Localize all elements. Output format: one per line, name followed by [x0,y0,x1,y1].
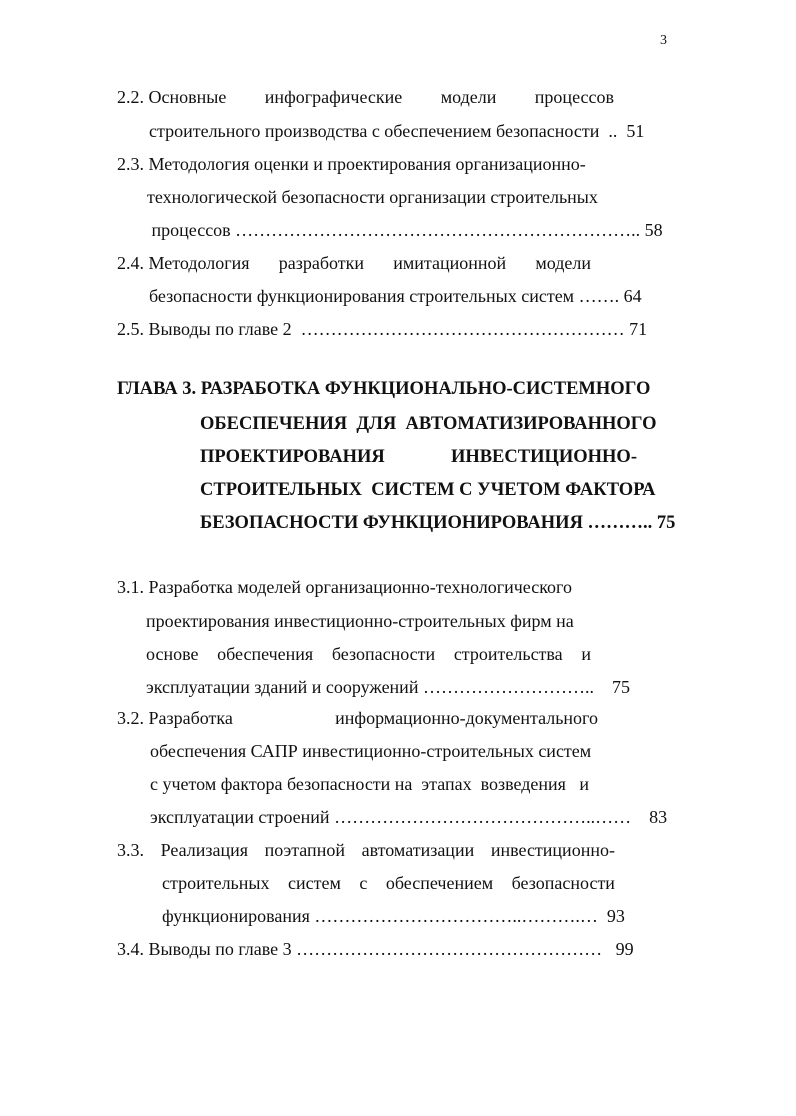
chapter-word: ПРОЕКТИРОВАНИЯ [200,447,385,467]
toc-word: информационно-документального [335,708,598,728]
toc-word: систем [288,873,341,893]
toc-entry-2-3-line-2: технологической безопасности организации строительных [147,187,598,207]
chapter-3-line-4: СТРОИТЕЛЬНЫХ СИСТЕМ С УЧЕТОМ ФАКТОРА [200,480,656,500]
toc-entry-3-2-line-1 [117,707,598,729]
toc-entry-3-2-line-2: обеспечения САПР инвестиционно-строительных систем [150,741,592,761]
toc-word: 3.2. Разработка [117,708,233,728]
toc-word: безопасности [331,644,436,664]
toc-word: поэтапной [264,840,345,860]
toc-word: строительства [453,644,563,664]
toc-word: процессов [534,87,614,107]
toc-entry-3-4-line-1: 3.4. Выводы по главе 3 …………………………………………… 99 [117,939,634,959]
toc-word: разработки [278,253,365,273]
toc-word: Реализация [160,840,249,860]
toc-entry-2-5-line-1: 2.5. Выводы по главе 2 ……………………………………………… 71 [117,319,648,339]
chapter-3-line-5: БЕЗОПАСНОСТИ ФУНКЦИОНИРОВАНИЯ ……….. 75 [200,513,676,533]
toc-entry-3-1-line-2: проектирования инвестиционно-строительных фирм на [146,611,574,631]
toc-word: безопасности [511,873,615,893]
toc-entry-3-3-line-1 [117,839,615,861]
toc-word: инфографические [264,87,403,107]
toc-word: модели [535,253,591,273]
toc-entry-3-3-line-3: функционирования ……………………………..……….… 93 [162,906,625,926]
toc-word: автоматизации [361,840,475,860]
toc-word: 3.3. [117,840,144,860]
toc-entry-3-2-line-4: эксплуатации строений ……………………………………..…… 83 [150,807,668,827]
toc-entry-2-4-line-2: безопасности функционирования строительных систем ……. 64 [149,286,642,306]
toc-entry-2-3-line-1: 2.3. Методология оценки и проектирования организационно- [117,154,586,174]
toc-entry-3-1-line-4: эксплуатации зданий и сооружений ……………………….. 75 [146,677,630,697]
toc-entry-3-1-line-3 [146,643,591,665]
toc-entry-3-3-line-2 [162,872,615,894]
toc-entry-2-2-line-2: строительного производства с обеспечением безопасности .. 51 [149,121,645,141]
toc-entry-2-3-line-3: процессов ………………………………………………………….. 58 [147,220,663,240]
toc-word: основе [146,644,199,664]
toc-word: 2.2. Основные [117,87,227,107]
toc-entry-2-4-line-1 [117,252,591,274]
chapter-3-line-1: ГЛАВА 3. РАЗРАБОТКА ФУНКЦИОНАЛЬНО-СИСТЕМНОГО [117,379,651,399]
toc-word: 2.4. Методология [117,253,250,273]
toc-word: обеспечения [217,644,314,664]
chapter-word: ИНВЕСТИЦИОННО- [450,447,637,467]
toc-word: обеспечением [385,873,494,893]
toc-word: модели [440,87,497,107]
toc-entry-3-2-line-3: с учетом фактора безопасности на этапах возведения и [150,774,590,794]
toc-word: имитационной [393,253,507,273]
toc-word: и [581,644,591,664]
toc-word: с [359,873,368,893]
toc-word: строительных [162,873,270,893]
toc-entry-3-1-line-1: 3.1. Разработка моделей организационно-технологического [117,577,572,597]
chapter-3-line-2: ОБЕСПЕЧЕНИЯ ДЛЯ АВТОМАТИЗИРОВАННОГО [200,414,657,434]
toc-entry-2-2-line-1 [117,86,614,108]
toc-word: инвестиционно- [490,840,615,860]
chapter-3-line-3 [200,446,637,468]
page-number: 3 [660,33,667,48]
